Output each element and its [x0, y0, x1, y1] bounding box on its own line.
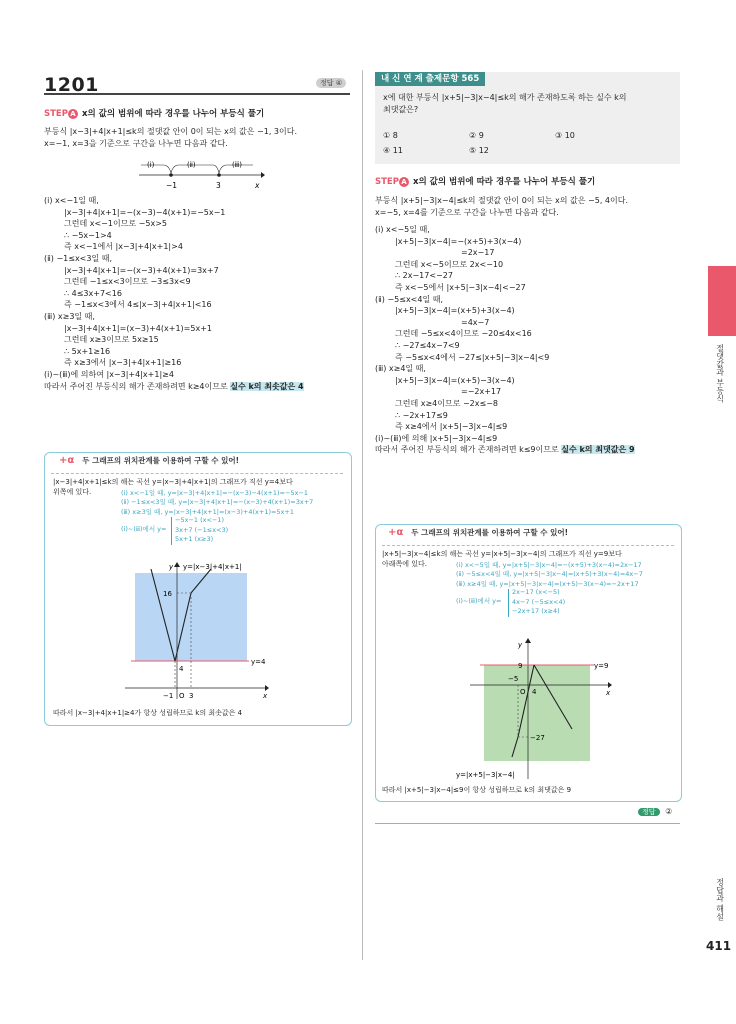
tip-heading: [59, 454, 239, 469]
conclusion-highlight: 실수 k의 최솟값은 4: [230, 381, 304, 391]
tip-footer: 따라서 |x−3|+4|x+1|≥4가 항상 성립하므로 k의 최솟값은 4: [53, 709, 243, 717]
sol-line: (ⅱ) −5≤x<4일 때,: [375, 294, 444, 304]
sol-line: ∴ 4≤3x+7<16: [64, 288, 122, 298]
sol-line: =−2x+17: [461, 387, 502, 397]
tip-text-line: |x+5|−3|x−4|≤k의 해는 곡선 y=|x+5|−3|x−4|의 그래프가 직선 y=9보다: [382, 550, 622, 558]
number-line: [135, 155, 265, 193]
choice: ④ 11: [383, 146, 403, 155]
y-tick: 4: [179, 665, 184, 673]
intro-line: x=−1, x=3을 기준으로 구간을 나누면 다음과 같다.: [44, 138, 228, 148]
right-graph: [456, 637, 656, 782]
side-tab: [692, 266, 736, 336]
sol-line: 그런데 x≥4이므로 −2x≤−8: [395, 398, 499, 408]
left-intro: [44, 126, 350, 149]
sol-line: |x+5|−3|x−4|=−(x+5)+3(x−4): [395, 236, 522, 246]
answer-badge: 정답: [638, 808, 660, 816]
tip-cases: [456, 561, 643, 619]
tip-case: (ⅲ) x≥4일 때, y=|x+5|−3|x−4|=(x+5)−3(x−4)=−2x+17: [456, 579, 639, 588]
intro-line: x=−5, x=4를 기준으로 구간을 나누면 다음과 같다.: [375, 207, 559, 217]
step-letter: A: [399, 177, 409, 187]
x-tick: −5: [508, 675, 519, 683]
question-header: 내 신 연 계 출제문항 565: [375, 72, 485, 86]
x-tick: O: [520, 688, 526, 696]
step-label: STEP: [44, 109, 68, 119]
sol-line: ∴ 2x−17<−27: [395, 271, 453, 281]
x-tick: 3: [189, 692, 194, 700]
step-title: x의 값의 범위에 따라 경우를 나누어 부등식 풀기: [81, 109, 265, 119]
sol-line: (ⅲ) x≥4일 때,: [375, 364, 426, 374]
piecewise-line: 3x+7 (−1≤x<3): [175, 525, 229, 534]
x-tick: 4: [532, 688, 537, 696]
line-label: y=9: [594, 662, 609, 670]
sol-line: 즉 −1≤x<3에서 4≤|x−3|+4|x+1|<16: [64, 300, 212, 310]
sol-line: (ⅰ)~(ⅲ)에 의하여 |x−3|+4|x+1|≥4: [44, 369, 174, 379]
sol-line: 그런데 x≥3이므로 5x≥15: [64, 335, 159, 345]
right-solution: [375, 224, 680, 456]
sol-line: ∴ −5x−1>4: [64, 230, 112, 240]
right-tip-box: [375, 524, 682, 802]
curve-label: y=|x+5|−3|x−4|: [456, 771, 515, 779]
piecewise-line: 5x+1 (x≥3): [175, 535, 214, 544]
choice: ③ 10: [555, 131, 575, 140]
x-tick: O: [179, 692, 185, 700]
sol-line: |x−3|+4|x+1|=−(x−3)+4(x+1)=3x+7: [64, 265, 219, 275]
sol-line: ∴ −2x+17≤9: [395, 410, 448, 420]
tip-case: (ⅱ) −5≤x<4일 때, y=|x+5|−3|x−4|=(x+5)+3(x−4)=4x−7: [456, 570, 643, 579]
answer-badge: 정답 ④: [316, 78, 346, 88]
piecewise-line: −2x+17 (x≥4): [512, 607, 560, 616]
x-tick: −1: [163, 692, 174, 700]
sol-line: (ⅱ) −1≤x<3일 때,: [44, 253, 113, 263]
answer-value: ②: [665, 807, 673, 816]
sol-line: |x+5|−3|x−4|=(x+5)−3(x−4): [395, 375, 515, 385]
sol-line: 그런데 x<−1이므로 −5x>5: [64, 219, 168, 229]
line-label: y=4: [251, 658, 266, 666]
piecewise-line: 2x−17 (x<−5): [512, 588, 560, 597]
sol-line: (ⅰ) x<−1일 때,: [44, 196, 99, 205]
right-intro: [375, 195, 680, 218]
tip-case: (ⅲ) x≥3일 때, y=|x−3|+4|x+1|=(x−3)+4(x+1)=5x+1: [121, 507, 294, 516]
sol-line: |x−3|+4|x+1|=(x−3)+4(x+1)=5x+1: [64, 323, 212, 333]
tip-cases: [121, 489, 313, 547]
side-label: 정답과 해설: [715, 878, 725, 921]
conclusion: [44, 381, 350, 393]
step-heading: [44, 108, 350, 120]
graph-region: [484, 665, 590, 761]
y-axis-var: y: [169, 563, 174, 571]
sol-line: 그런데 −5≤x<4이므로 −20≤4x<16: [395, 329, 532, 339]
column-divider: [362, 70, 363, 960]
tip-text-line: |x−3|+4|x+1|≤k의 해는 곡선 y=|x−3|+4|x+1|의 그래프가 직선 y=4보다: [53, 478, 293, 486]
intro-line: 부등식 |x−3|+4|x+1|≤k의 절댓값 안이 0이 되는 x의 값은 −1, 3이다.: [44, 127, 298, 136]
nl-label-2: (ⅱ): [187, 161, 196, 169]
tip-case: (ⅰ) x<−1일 때, y=|x−3|+4|x+1|=−(x−3)−4(x+1)=−5x−1: [121, 489, 308, 497]
left-tip-box: [44, 452, 352, 726]
y-tick: 16: [163, 590, 172, 598]
left-solution: [44, 195, 350, 392]
question-box: [375, 72, 680, 164]
choice: ② 9: [469, 131, 484, 140]
question-text: [383, 92, 627, 115]
plus-alpha-icon: +α: [388, 527, 404, 538]
nl-var: x: [255, 181, 260, 190]
sol-line: 그런데 x<−5이므로 2x<−10: [395, 259, 504, 269]
tip-text-line: 아래쪽에 있다.: [382, 560, 428, 569]
conclusion-highlight: 실수 k의 최댓값은 9: [561, 445, 635, 455]
y-axis-var: y: [518, 641, 523, 649]
sol-line: |x+5|−3|x−4|=(x+5)+3(x−4): [395, 306, 515, 316]
choice: ⑤ 12: [469, 146, 489, 155]
x-axis-var: x: [263, 692, 268, 700]
chapter-number: 05: [692, 288, 709, 308]
sol-line: ∴ −27≤4x−7<9: [395, 340, 460, 350]
sol-line: 즉 −5≤x<4에서 −27≤|x+5|−3|x−4|<9: [395, 352, 550, 362]
header-rule: [44, 93, 350, 95]
nl-point: −1: [166, 181, 178, 190]
sol-line: (ⅰ) x<−5일 때,: [375, 225, 430, 234]
page-number: 411: [706, 939, 732, 953]
tip-text-line: 위쪽에 있다.: [53, 488, 92, 497]
step-letter: A: [68, 109, 78, 119]
tip-title: 두 그래프의 위치관계를 이용하여 구할 수 있어!: [82, 456, 239, 465]
x-axis-var: x: [606, 689, 611, 697]
sol-line: 즉 x≥4에서 |x+5|−3|x−4|≤9: [395, 422, 508, 432]
intro-line: 부등식 |x+5|−3|x−4|≤k의 절댓값 안이 0이 되는 x의 값은 −5, 4이다.: [375, 196, 629, 205]
question-line: x에 대한 부등식 |x+5|−3|x−4|≤k의 해가 존재하도록 하는 실수 k의: [383, 93, 627, 102]
conclusion-text: 따라서 주어진 부등식의 해가 존재하려면 k≥4이므로: [44, 381, 231, 391]
sol-line: 즉 x<−1에서 |x−3|+4|x+1|>4: [64, 242, 183, 252]
sol-line: (ⅰ)~(ⅲ)에 의해 |x+5|−3|x−4|≤9: [375, 433, 498, 443]
tip-case: (ⅰ)~(ⅲ)에서 y=: [121, 525, 167, 534]
choice: ① 8: [383, 131, 398, 140]
problem-number: 1201: [44, 74, 99, 96]
curve-label: y=|x−3|+4|x+1|: [183, 563, 242, 571]
chapter-title: 절댓값과 부등식: [715, 344, 725, 403]
step-heading: [375, 176, 680, 188]
step-title: x의 값의 범위에 따라 경우를 나누어 부등식 풀기: [412, 177, 596, 187]
y-tick: 9: [518, 662, 523, 670]
tip-case: (ⅱ) −1≤x<3일 때, y=|x−3|+4|x+1|=−(x−3)+4(x+1)=3x+7: [121, 498, 314, 507]
nl-point: 3: [216, 181, 221, 190]
sol-line: (ⅲ) x≥3일 때,: [44, 311, 95, 321]
sol-line: 그런데 −1≤x<3이므로 −3≤3x<9: [64, 277, 191, 287]
conclusion: [375, 444, 680, 456]
sol-line: =2x−17: [461, 248, 495, 258]
nl-label-1: (ⅰ): [147, 161, 155, 169]
tip-case: (ⅰ) x<−5일 때, y=|x+5|−3|x−4|=−(x+5)+3(x−4)=2x−17: [456, 561, 642, 569]
sol-line: 즉 x<−5에서 |x+5|−3|x−4|<−27: [395, 282, 526, 292]
sol-line: =4x−7: [461, 317, 490, 327]
sol-line: ∴ 5x+1≥16: [64, 346, 111, 356]
conclusion-text: 따라서 주어진 부등식의 해가 존재하려면 k≤9이므로: [375, 445, 562, 455]
piecewise-line: 4x−7 (−5≤x<4): [512, 597, 566, 606]
plus-alpha-icon: +α: [59, 455, 75, 466]
piecewise-line: −5x−1 (x<−1): [175, 516, 225, 525]
tip-title: 두 그래프의 위치관계를 이용하여 구할 수 있어!: [411, 528, 568, 537]
bottom-rule: [375, 823, 680, 824]
right-answer: [638, 806, 672, 818]
tip-footer: 따라서 |x+5|−3|x−4|≤9이 항상 성립하므로 k의 최댓값은 9: [382, 786, 572, 794]
y-tick: −27: [530, 734, 545, 742]
sol-line: |x−3|+4|x+1|=−(x−3)−4(x+1)=−5x−1: [64, 207, 226, 217]
question-line: 최댓값은?: [383, 104, 419, 114]
tip-heading: [388, 526, 568, 541]
tip-case: (ⅰ)~(ⅲ)에서 y=: [456, 597, 502, 606]
left-graph: [115, 561, 315, 701]
step-label: STEP: [375, 177, 399, 187]
nl-label-3: (ⅲ): [232, 161, 242, 169]
sol-line: 즉 x≥3에서 |x−3|+4|x+1|≥16: [64, 358, 182, 368]
